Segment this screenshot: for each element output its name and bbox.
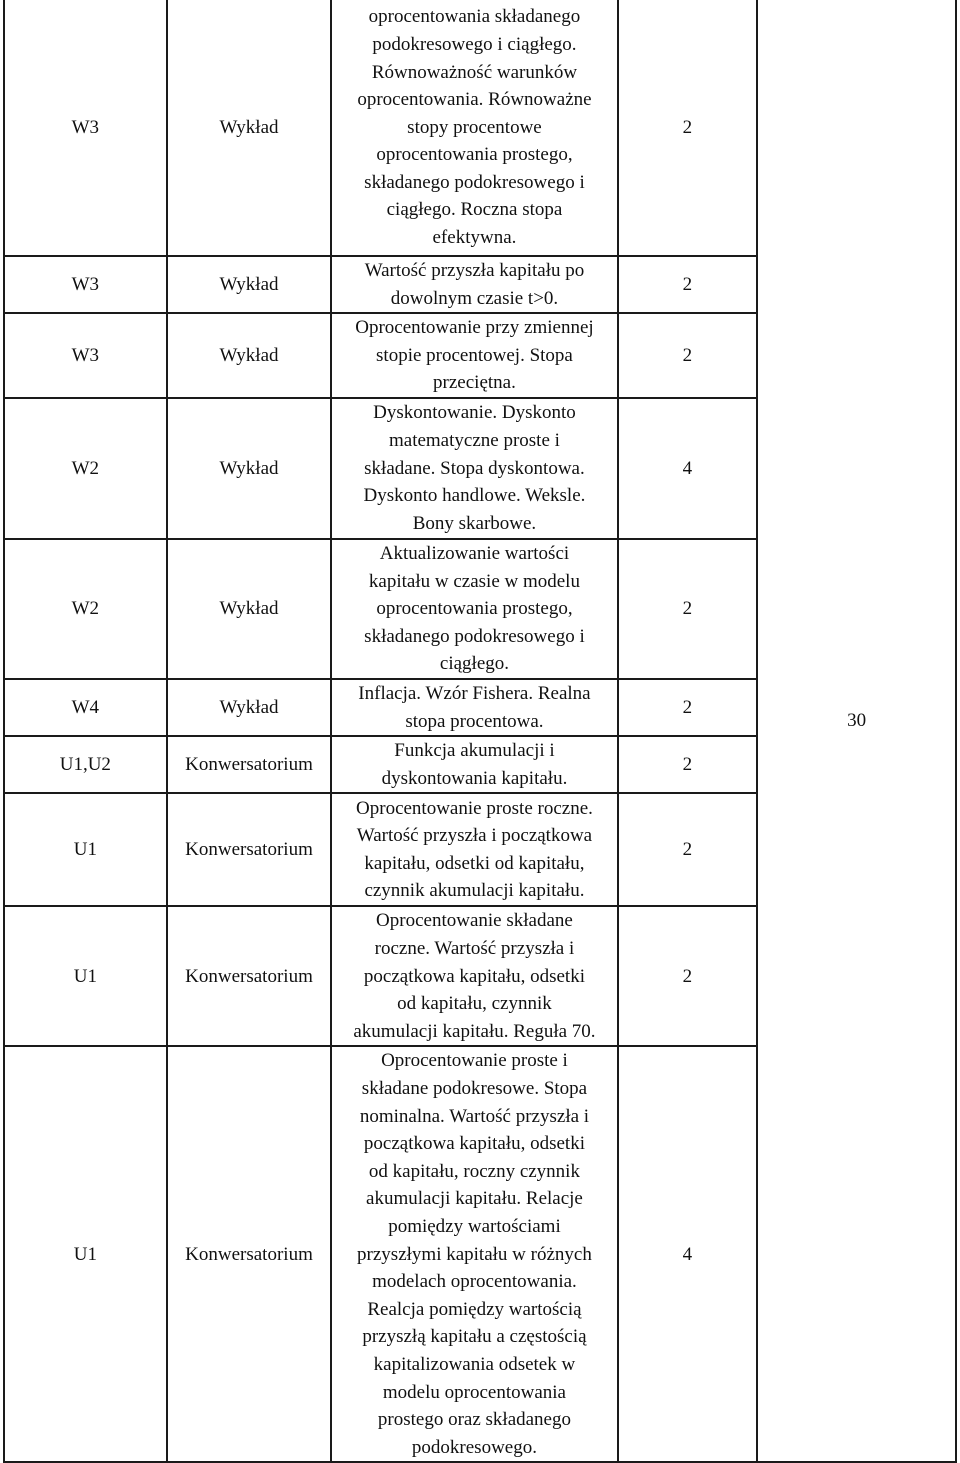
topic-line: podokresowego. — [411, 1436, 537, 1458]
topic-cell — [331, 398, 617, 539]
topic-line: nominalna. Wartość przyszła i — [359, 1105, 590, 1127]
hours-cell: 2 — [618, 736, 758, 793]
topic-line: dowolnym czasie t>0. — [390, 287, 559, 309]
topic-line: Oprocentowanie przy zmiennej — [355, 317, 594, 339]
hours-cell: 2 — [618, 0, 758, 256]
topic-line: Oprocentowanie proste i — [381, 1050, 568, 1072]
code-cell: U1 — [4, 906, 167, 1046]
topic-line: ciągłego. — [439, 653, 509, 675]
topic-line: matematyczne proste i — [388, 430, 560, 452]
form-cell: Wykład — [167, 398, 332, 539]
topic-line: składanego podokresowego i — [364, 625, 585, 647]
topic-line: od kapitału, roczny czynnik — [368, 1160, 580, 1182]
table-row — [4, 0, 956, 256]
topic-line: Oprocentowanie proste roczne. — [356, 797, 593, 819]
topic-cell — [331, 539, 617, 679]
form-cell: Wykład — [167, 679, 332, 736]
topic-cell — [331, 679, 617, 736]
hours-cell: 2 — [618, 793, 758, 906]
total-hours-cell — [757, 0, 956, 1462]
hours-cell: 4 — [618, 1046, 758, 1462]
table-body — [4, 0, 956, 1462]
topic-line: podokresowego i ciągłego. — [372, 33, 577, 55]
code-cell: U1,U2 — [4, 736, 167, 793]
hours-cell: 2 — [618, 906, 758, 1046]
topic-line: składanego podokresowego i — [364, 171, 585, 193]
topic-line: kapitalizowania odsetek w — [373, 1353, 576, 1375]
topic-cell — [331, 736, 617, 793]
code-cell: W3 — [4, 0, 167, 256]
topic-line: akumulacji kapitału. Reguła 70. — [353, 1020, 596, 1042]
topic-line: prostego oraz składanego — [377, 1409, 571, 1431]
code-cell: U1 — [4, 1046, 167, 1462]
form-cell: Wykład — [167, 0, 332, 256]
topic-line: Bony skarbowe. — [412, 512, 537, 534]
topic-line: Oprocentowanie składane — [376, 910, 573, 932]
topic-line: czynnik akumulacji kapitału. — [364, 880, 585, 902]
topic-cell — [331, 256, 617, 313]
code-cell: W2 — [4, 398, 167, 539]
topic-line: Aktualizowanie wartości — [379, 542, 570, 564]
topic-line: Wartość przyszła i początkowa — [356, 825, 593, 847]
topic-line: Realcja pomiędzy wartością — [367, 1298, 582, 1320]
topic-line: kapitału, odsetki od kapitału, — [364, 852, 585, 874]
code-cell: U1 — [4, 793, 167, 906]
topic-line: przyszłą kapitału a częstością — [362, 1326, 587, 1348]
topic-line: pomiędzy wartościami — [388, 1215, 561, 1237]
topic-line: stopie procentowej. Stopa — [376, 344, 573, 366]
form-cell: Konwersatorium — [167, 793, 332, 906]
code-cell: W3 — [4, 313, 167, 398]
total-hours-value: 30 — [847, 709, 867, 731]
course-schedule-table — [3, 0, 957, 1463]
topic-cell — [331, 0, 617, 256]
hours-cell: 2 — [618, 256, 758, 313]
topic-line: przyszłymi kapitału w różnych — [357, 1243, 592, 1265]
topic-line: przeciętna. — [433, 372, 516, 394]
topic-cell — [331, 793, 617, 906]
topic-line: od kapitału, czynnik — [397, 993, 552, 1015]
code-cell: W2 — [4, 539, 167, 679]
topic-line: efektywna. — [432, 227, 517, 249]
topic-line: oprocentowania składanego — [368, 6, 581, 28]
topic-line: roczne. Wartość przyszła i — [374, 937, 575, 959]
topic-line: stopy procentowe — [407, 116, 542, 138]
form-cell: Wykład — [167, 313, 332, 398]
topic-line: Dyskonto handlowe. Weksle. — [363, 485, 586, 507]
form-cell: Wykład — [167, 539, 332, 679]
hours-cell: 4 — [618, 398, 758, 539]
topic-line: stopa procentowa. — [405, 710, 544, 732]
topic-line: modelach oprocentowania. — [372, 1271, 577, 1293]
code-cell: W4 — [4, 679, 167, 736]
hours-cell: 2 — [618, 539, 758, 679]
topic-line: Równoważność warunków — [371, 61, 578, 83]
topic-line: modelu oprocentowania — [382, 1381, 566, 1403]
topic-line: początkowa kapitału, odsetki — [363, 1133, 585, 1155]
topic-line: składane podokresowe. Stopa — [361, 1077, 588, 1099]
topic-line: dyskontowania kapitału. — [381, 767, 568, 789]
topic-cell — [331, 1046, 617, 1462]
topic-cell — [331, 906, 617, 1046]
topic-line: składane. Stopa dyskontowa. — [364, 457, 585, 479]
topic-line: ciągłego. Roczna stopa — [386, 199, 563, 221]
form-cell: Konwersatorium — [167, 1046, 332, 1462]
code-cell: W3 — [4, 256, 167, 313]
topic-line: oprocentowania prostego, — [376, 598, 573, 620]
form-cell: Wykład — [167, 256, 332, 313]
form-cell: Konwersatorium — [167, 736, 332, 793]
topic-line: oprocentowania. Równoważne — [357, 89, 592, 111]
hours-cell: 2 — [618, 679, 758, 736]
topic-line: Funkcja akumulacji i — [394, 740, 555, 762]
topic-cell — [331, 313, 617, 398]
topic-line: akumulacji kapitału. Relacje — [366, 1188, 583, 1210]
topic-line: Inflacja. Wzór Fishera. Realna — [358, 682, 591, 704]
topic-line: Wartość przyszła kapitału po — [364, 260, 585, 281]
topic-line: kapitału w czasie w modelu — [368, 570, 580, 592]
topic-line: oprocentowania prostego, — [376, 144, 573, 166]
hours-cell: 2 — [618, 313, 758, 398]
form-cell: Konwersatorium — [167, 906, 332, 1046]
topic-line: Dyskontowanie. Dyskonto — [373, 402, 576, 424]
topic-line: początkowa kapitału, odsetki — [363, 965, 585, 987]
schedule-table-wrapper — [3, 0, 957, 1463]
